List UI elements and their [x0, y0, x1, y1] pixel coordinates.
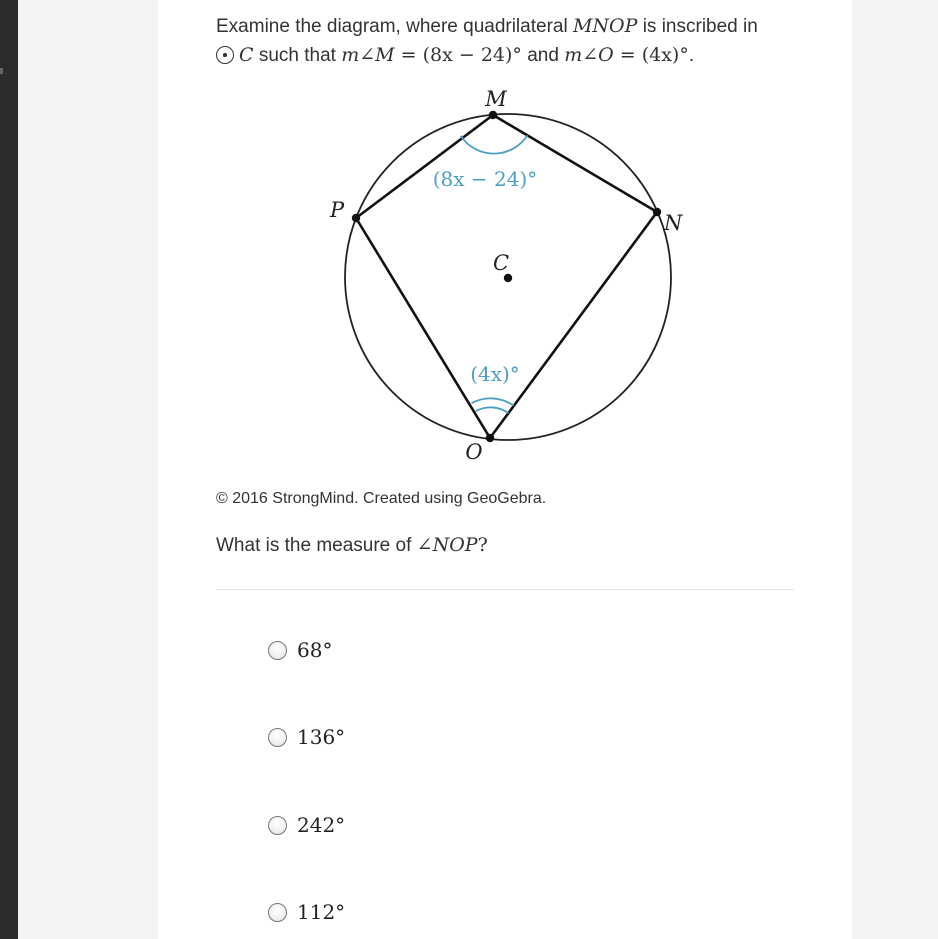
left-bar-nub — [0, 68, 3, 74]
radio-button-icon[interactable] — [268, 903, 287, 922]
option-label: 68° — [297, 638, 333, 662]
angle-m-rhs: (8x − 24)° — [422, 44, 522, 66]
answer-option-1[interactable] — [268, 635, 332, 665]
quad-name: MNOP — [572, 15, 638, 37]
angle-m-label: (8x − 24)° — [432, 167, 538, 191]
point-o — [486, 434, 494, 442]
angle-o-arc-outer — [472, 398, 514, 405]
option-label: 136° — [297, 725, 346, 749]
question-mid: is inscribed in — [637, 16, 758, 37]
answer-option-3[interactable] — [268, 810, 345, 840]
answer-option-4[interactable] — [268, 897, 345, 927]
inscribed-quadrilateral-diagram — [158, 0, 852, 480]
label-p: P — [330, 198, 345, 222]
prompt-end: ? — [477, 534, 488, 556]
point-n — [653, 208, 661, 216]
option-label: 242° — [297, 813, 346, 837]
label-m: M — [485, 87, 507, 111]
angle-o-arc-inner — [476, 407, 509, 413]
label-n: N — [664, 211, 683, 235]
answer-option-2[interactable] — [268, 722, 345, 752]
equals-sign-2: = — [613, 44, 642, 66]
question-intro: Examine the diagram, where quadrilateral — [216, 16, 573, 37]
option-label: 112° — [297, 900, 346, 924]
radio-button-icon[interactable] — [268, 728, 287, 747]
equals-sign-1: = — [394, 44, 423, 66]
diagram-credit: © 2016 StrongMind. Created using GeoGebra. — [216, 490, 547, 507]
angle-o-rhs: (4x)° — [641, 44, 689, 66]
divider — [216, 589, 794, 590]
question-card — [158, 0, 852, 939]
angle-m-arc — [461, 135, 528, 153]
label-c: C — [492, 251, 510, 275]
angle-o-label: (4x)° — [470, 362, 520, 386]
point-m — [489, 111, 497, 119]
angle-o-lhs: m∠O — [564, 44, 614, 66]
question-period: . — [688, 45, 695, 66]
question-prompt — [216, 534, 488, 557]
point-c — [504, 274, 512, 282]
question-and: and — [521, 45, 565, 66]
point-p — [352, 214, 360, 222]
question-such-that: such that — [253, 45, 342, 66]
circle-name: C — [239, 44, 254, 66]
radio-button-icon[interactable] — [268, 641, 287, 660]
radio-button-icon[interactable] — [268, 816, 287, 835]
left-dark-bar — [0, 0, 18, 939]
label-o: O — [465, 440, 483, 464]
angle-m-lhs: m∠M — [341, 44, 395, 66]
prompt-angle: ∠NOP — [416, 534, 478, 556]
prompt-text: What is the measure of — [216, 535, 417, 556]
